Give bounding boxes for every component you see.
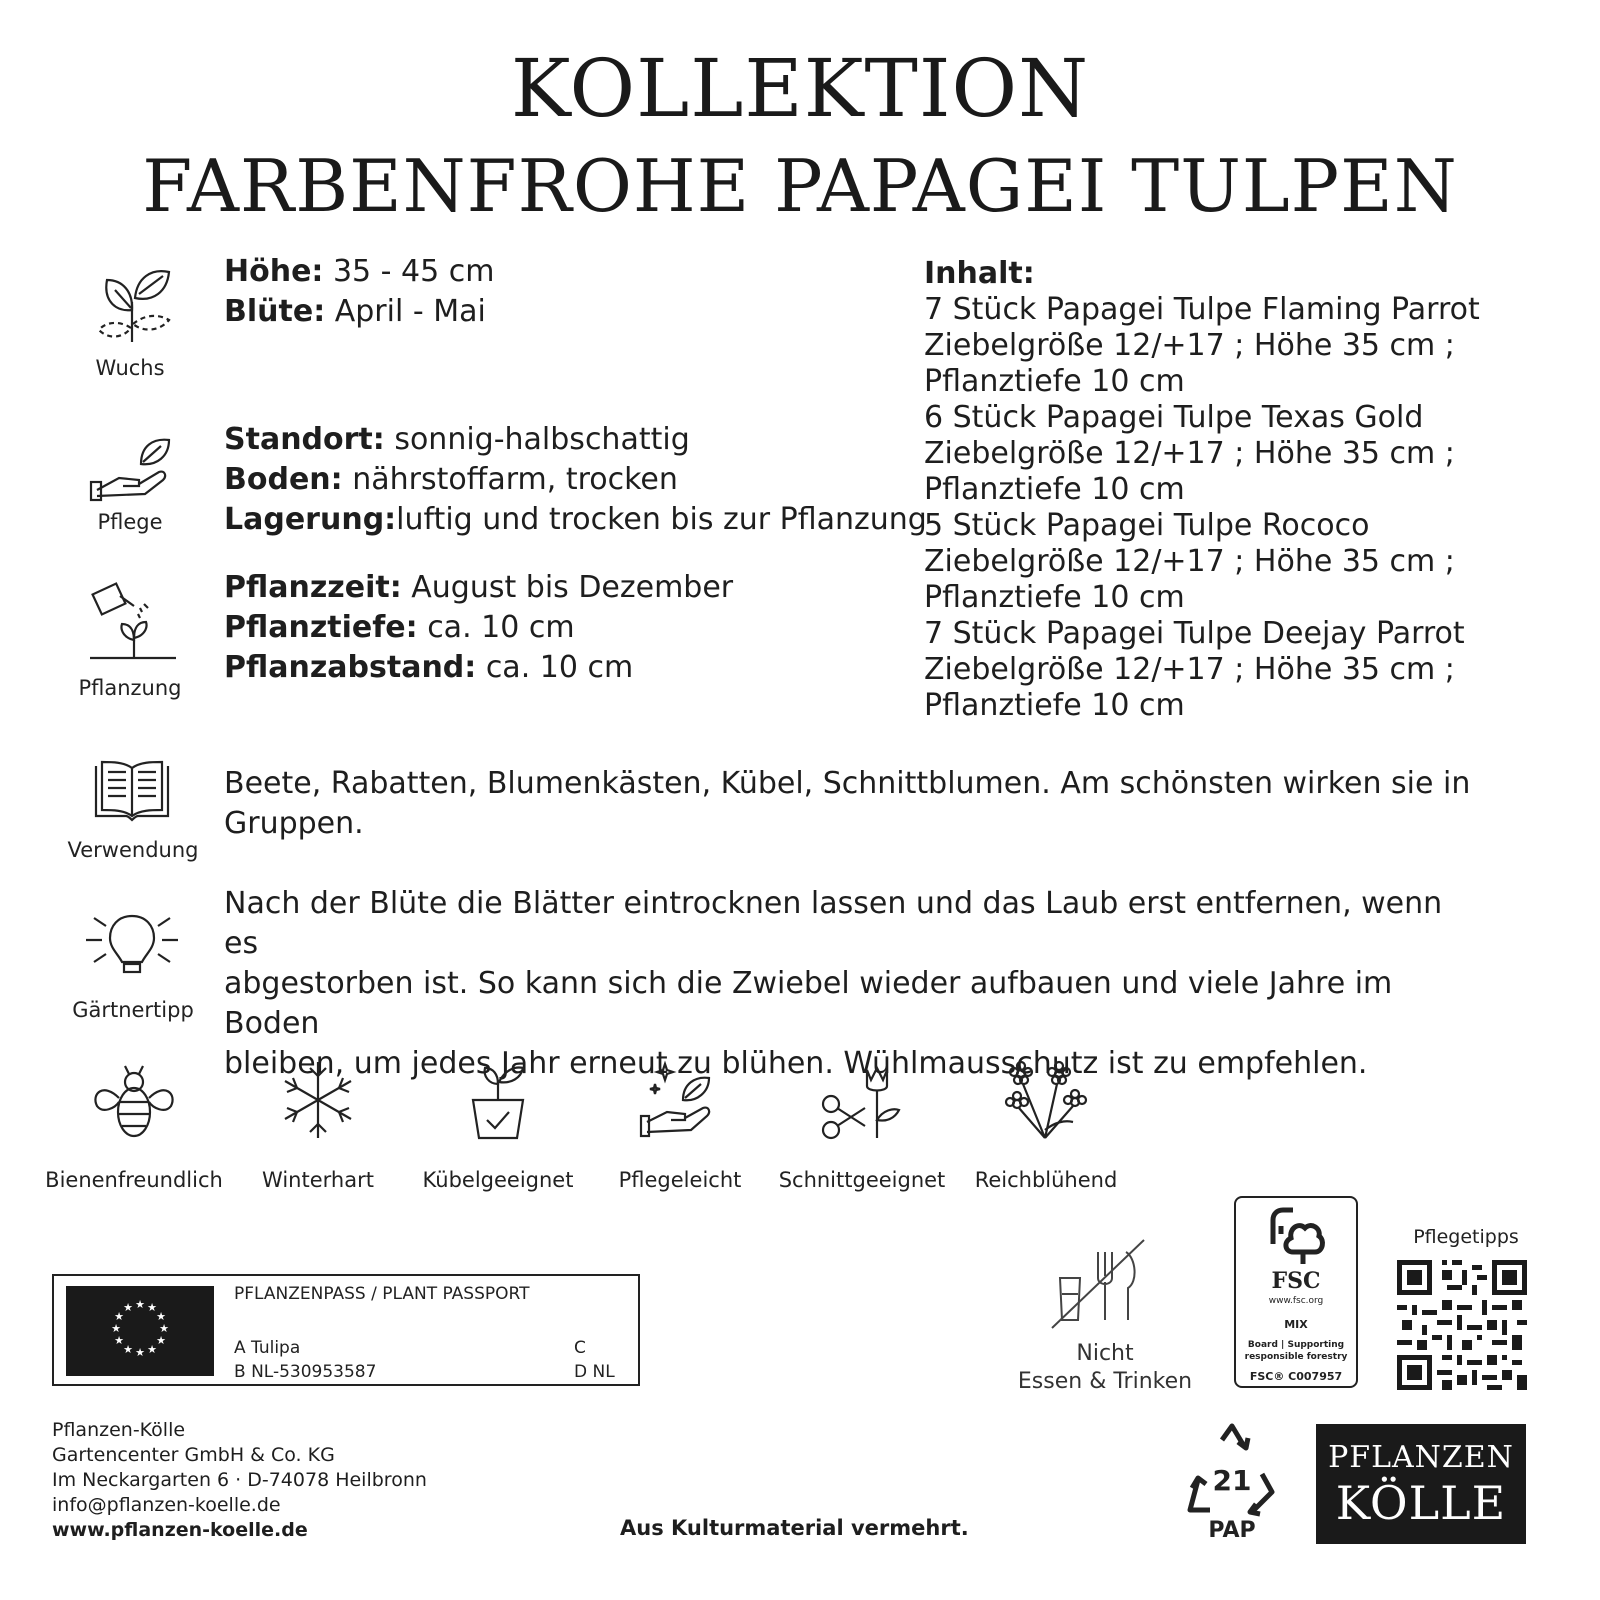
sprout-icon xyxy=(72,262,192,346)
passport-c: C xyxy=(574,1338,586,1358)
fsc-desc: responsible forestry xyxy=(1244,1352,1348,1362)
svg-text:★: ★ xyxy=(123,1301,133,1314)
passport-d: D NL xyxy=(574,1362,615,1382)
address-line: Gartencenter GmbH & Co. KG xyxy=(52,1444,335,1466)
lagerung-value: luftig und trocken bis zur Pflanzung xyxy=(396,502,927,537)
feature-label: Kübelgeeignet xyxy=(422,1168,574,1192)
verwendung-text xyxy=(224,764,1474,844)
tipp-text xyxy=(224,884,1474,1084)
hoehe-label: Höhe: xyxy=(224,254,324,289)
feature-pflegeleicht xyxy=(590,1060,770,1192)
inhalt-line: Pflanztiefe 10 cm xyxy=(924,364,1185,399)
pflanztiefe-value: ca. 10 cm xyxy=(417,610,575,645)
feature-winterhart xyxy=(228,1060,408,1192)
hand-leaf-icon xyxy=(72,428,192,512)
standort-label: Standort: xyxy=(224,422,385,457)
passport-b: B NL-530953587 xyxy=(234,1362,377,1382)
address-line: Pflanzen-Kölle xyxy=(52,1419,186,1441)
brand-line-2: KÖLLE xyxy=(1335,1476,1507,1530)
pflanzzeit-label: Pflanzzeit: xyxy=(224,570,402,605)
no-eat-line: Nicht xyxy=(1076,1341,1134,1366)
svg-text:★: ★ xyxy=(156,1310,166,1323)
title-line-1: KOLLEKTION xyxy=(510,42,1090,135)
recycle-code: PAP xyxy=(1208,1518,1256,1543)
snowflake-icon xyxy=(273,1060,363,1140)
inhalt-line: 7 Stück Papagei Tulpe Deejay Parrot xyxy=(924,616,1465,651)
pflanztiefe-label: Pflanztiefe: xyxy=(224,610,418,645)
watering-can-icon xyxy=(72,580,192,664)
boden-label: Boden: xyxy=(224,462,343,497)
feature-label: Reichblühend xyxy=(974,1168,1118,1192)
inhalt-line: 5 Stück Papagei Tulpe Rococo xyxy=(924,508,1370,543)
no-eat-drink-icon xyxy=(1050,1238,1150,1334)
flower-bouquet-icon xyxy=(1001,1060,1091,1140)
fsc-url: www.fsc.org xyxy=(1268,1296,1324,1306)
email-link[interactable]: info@pflanzen-koelle.de xyxy=(52,1494,281,1516)
pflanzabstand-label: Pflanzabstand: xyxy=(224,650,477,685)
tipp-line: bleiben, um jedes Jahr erneut zu blühen. Wühlmausschutz ist zu empfehlen. xyxy=(224,1046,1368,1081)
pflanzung-label: Pflanzung xyxy=(78,676,182,700)
verwendung-label: Verwendung xyxy=(67,838,199,862)
brand-logo xyxy=(1316,1424,1526,1544)
company-address xyxy=(52,1418,427,1543)
address-line: Im Neckargarten 6 · D-74078 Heilbronn xyxy=(52,1469,427,1491)
gaertnertipp-label: Gärtnertipp xyxy=(72,998,194,1022)
kulturmaterial-note: Aus Kulturmaterial vermehrt. xyxy=(620,1516,969,1540)
bluete-value: April - Mai xyxy=(325,294,486,329)
svg-text:★: ★ xyxy=(135,1298,145,1311)
fsc-badge xyxy=(1234,1196,1358,1388)
pflanzzeit-value: August bis Dezember xyxy=(401,570,734,605)
plant-passport xyxy=(52,1274,640,1386)
inhalt-line: 7 Stück Papagei Tulpe Flaming Parrot xyxy=(924,292,1480,327)
website-link[interactable]: www.pflanzen-koelle.de xyxy=(52,1519,308,1541)
tipp-line: abgestorben ist. So kann sich die Zwiebel wieder aufbauen und viele Jahre im Boden xyxy=(224,966,1393,1041)
hoehe-value: 35 - 45 cm xyxy=(323,254,495,289)
svg-text:★: ★ xyxy=(111,1322,121,1335)
boden-value: nährstoffarm, trocken xyxy=(342,462,678,497)
potted-plant-icon xyxy=(453,1060,543,1140)
feature-label: Bienenfreundlich xyxy=(45,1168,223,1192)
inhalt-line: Pflanztiefe 10 cm xyxy=(924,688,1185,723)
book-icon xyxy=(72,758,192,842)
fsc-desc: Board | Supporting xyxy=(1247,1340,1345,1350)
inhalt-line: Ziebelgröße 12/+17 ; Höhe 35 cm ; xyxy=(924,544,1455,579)
svg-text:★: ★ xyxy=(135,1346,145,1359)
title-line-2: FARBENFROHE PAPAGEI TULPEN xyxy=(142,144,1458,228)
scissors-tulip-icon xyxy=(817,1060,907,1140)
fsc-code: FSC® C007957 xyxy=(1249,1370,1343,1383)
svg-text:★: ★ xyxy=(123,1343,133,1356)
inhalt-line: Ziebelgröße 12/+17 ; Höhe 35 cm ; xyxy=(924,328,1455,363)
feature-bienenfreundlich xyxy=(44,1060,224,1192)
pflanzabstand-value: ca. 10 cm xyxy=(476,650,634,685)
qr-code[interactable] xyxy=(1397,1260,1527,1390)
feature-label: Schnittgeeignet xyxy=(778,1168,946,1192)
feature-schnittgeeignet xyxy=(772,1060,952,1192)
eu-flag-icon xyxy=(66,1286,214,1376)
bluete-label: Blüte: xyxy=(224,294,326,329)
inhalt-heading: Inhalt: xyxy=(924,256,1035,291)
verwendung-line: Beete, Rabatten, Blumenkästen, Kübel, Schnittblumen. Am schönsten wirken sie in xyxy=(224,766,1471,801)
standort-value: sonnig-halbschattig xyxy=(384,422,690,457)
bee-icon xyxy=(89,1060,179,1140)
pflege-info xyxy=(224,420,927,540)
no-eat-line: Essen & Trinken xyxy=(1017,1369,1193,1394)
svg-text:★: ★ xyxy=(147,1343,157,1356)
recycle-number: 21 xyxy=(1212,1464,1252,1497)
fsc-tree-icon xyxy=(1263,1206,1333,1270)
lagerung-label: Lagerung: xyxy=(224,502,397,537)
fsc-logo-text: FSC xyxy=(1271,1268,1321,1294)
inhalt-line: Ziebelgröße 12/+17 ; Höhe 35 cm ; xyxy=(924,436,1455,471)
pflanzung-info xyxy=(224,568,733,688)
svg-text:★: ★ xyxy=(156,1334,166,1347)
brand-line-1: PFLANZEN xyxy=(1328,1440,1514,1475)
inhalt-line: Pflanztiefe 10 cm xyxy=(924,580,1185,615)
inhalt-line: Pflanztiefe 10 cm xyxy=(924,472,1185,507)
feature-reichbluehend xyxy=(956,1060,1136,1192)
wuchs-info xyxy=(224,252,494,332)
pflege-label: Pflege xyxy=(97,510,163,534)
wuchs-label: Wuchs xyxy=(95,356,165,380)
svg-text:★: ★ xyxy=(159,1322,169,1335)
feature-label: Pflegeleicht xyxy=(618,1168,742,1192)
svg-text:★: ★ xyxy=(114,1310,124,1323)
recycle-icon xyxy=(1184,1422,1280,1522)
verwendung-line: Gruppen. xyxy=(224,806,364,841)
inhalt-section xyxy=(924,256,1564,724)
fsc-mix: MIX xyxy=(1284,1318,1308,1331)
lightbulb-icon xyxy=(72,908,192,992)
inhalt-line: 6 Stück Papagei Tulpe Texas Gold xyxy=(924,400,1424,435)
svg-text:★: ★ xyxy=(114,1334,124,1347)
feature-kuebelgeeignet xyxy=(408,1060,588,1192)
feature-label: Winterhart xyxy=(262,1168,374,1192)
qr-title: Pflegetipps xyxy=(1413,1226,1519,1248)
passport-title: PFLANZENPASS / PLANT PASSPORT xyxy=(234,1284,530,1304)
hand-leaf-sparkle-icon xyxy=(635,1060,725,1140)
passport-a: A Tulipa xyxy=(234,1338,301,1358)
tipp-line: Nach der Blüte die Blätter eintrocknen lassen und das Laub erst entfernen, wenn es xyxy=(224,886,1443,961)
svg-text:★: ★ xyxy=(147,1301,157,1314)
inhalt-line: Ziebelgröße 12/+17 ; Höhe 35 cm ; xyxy=(924,652,1455,687)
no-eat-drink-label xyxy=(1010,1340,1200,1396)
